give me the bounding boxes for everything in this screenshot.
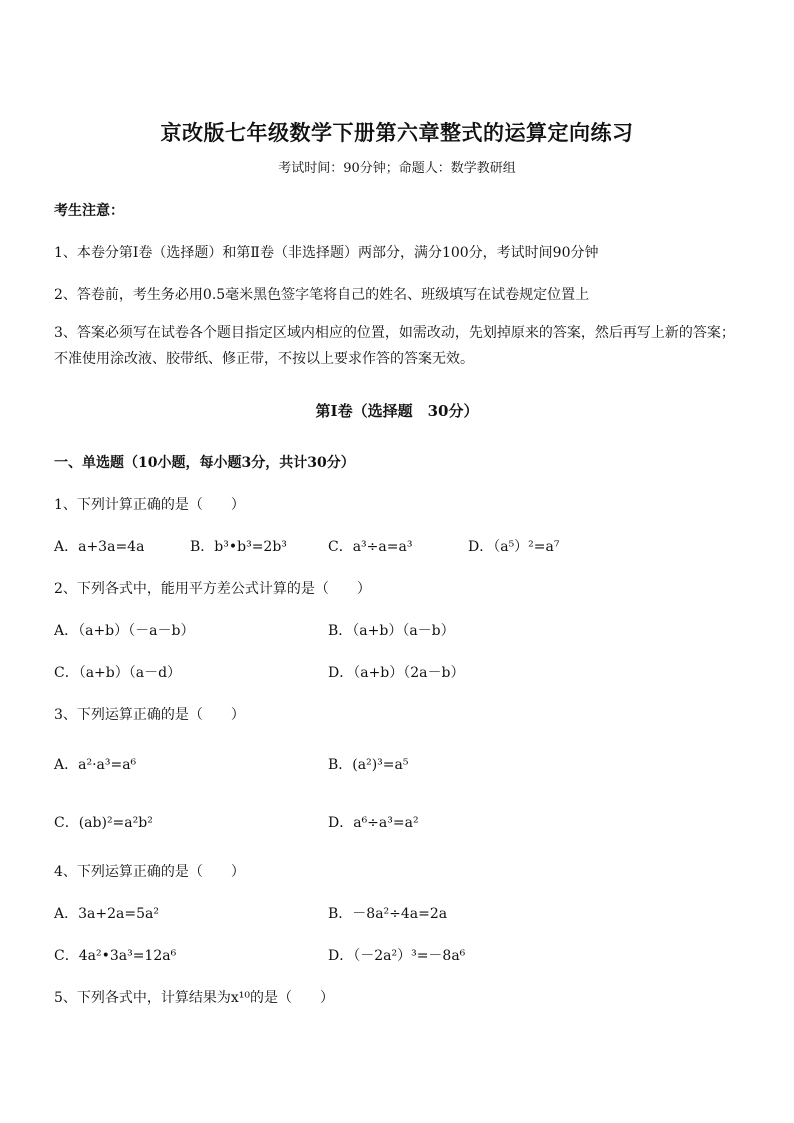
option-d[interactable]: D．（a+b）（2a－b） (328, 665, 465, 681)
question-stem: 2、下列各式中，能用平方差公式计算的是（ ） (54, 581, 371, 597)
option-d[interactable]: D．a⁶÷a³=a² (328, 815, 419, 831)
option-d[interactable]: D．（－2a²）³=－8a⁶ (328, 948, 466, 964)
option-c[interactable]: C．(ab)²=a²b² (54, 815, 153, 831)
option-b[interactable]: B．－8a²÷4a=2a (328, 906, 448, 922)
option-b[interactable]: B．(a²)³=a⁵ (328, 757, 409, 773)
question-stem: 3、下列运算正确的是（ ） (54, 707, 245, 723)
option-a[interactable]: A．（a+b）（－a－b） (54, 623, 195, 639)
question-stem: 1、下列计算正确的是（ ） (54, 497, 245, 513)
option-d[interactable]: D．（a⁵）²=a⁷ (468, 539, 560, 555)
option-c[interactable]: C．（a+b）（a－d） (54, 665, 182, 681)
question-stem: 4、下列运算正确的是（ ） (54, 864, 245, 880)
option-c[interactable]: C．4a²•3a³=12a⁶ (54, 948, 177, 964)
option-b[interactable]: B．b³•b³=2b³ (190, 539, 287, 555)
option-a[interactable]: A．a²·a³=a⁶ (54, 757, 137, 773)
question-stem: 5、下列各式中，计算结果为x¹⁰的是（ ） (54, 990, 335, 1006)
page-title: 京改版七年级数学下册第六章整式的运算定向练习 (160, 120, 634, 145)
notice-item: 3、答案必须写在试卷各个题目指定区域内相应的位置，如需改动，先划掉原来的答案，然后再写上新的答案；不准使用涂改液、胶带纸、修正带，不按以上要求作答的答案无效。 (54, 325, 735, 367)
notice-heading: 考生注意： (54, 203, 124, 219)
notice-item: 2、答卷前，考生务必用0.5毫米黑色签字笔将自己的姓名、班级填写在试卷规定位置上 (54, 287, 590, 303)
option-a[interactable]: A．3a+2a=5a² (54, 906, 159, 922)
notice-item: 1、本卷分第Ⅰ卷（选择题）和第Ⅱ卷（非选择题）两部分，满分100分，考试时间90分钟 (54, 245, 599, 261)
part-heading: 一、单选题（10小题，每小题3分，共计30分） (54, 455, 355, 471)
option-c[interactable]: C．a³÷a=a³ (328, 539, 413, 555)
option-a[interactable]: A．a+3a=4a (54, 539, 145, 555)
option-b[interactable]: B．（a+b）（a－b） (328, 623, 455, 639)
exam-info: 考试时间：90分钟；命题人：数学教研组 (278, 161, 516, 176)
section-title: 第Ⅰ卷（选择题 30分） (315, 402, 479, 420)
